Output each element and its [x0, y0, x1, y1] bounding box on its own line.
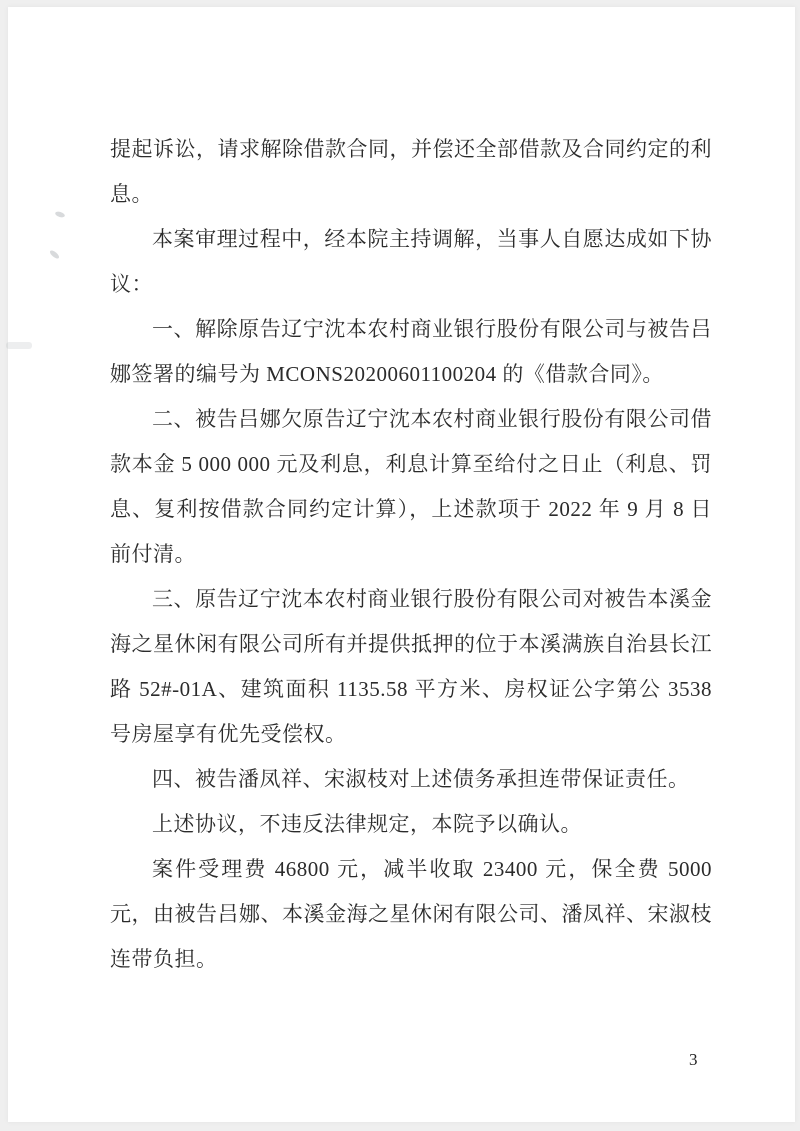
document-page [8, 7, 795, 1122]
paragraph-item-three: 三、原告辽宁沈本农村商业银行股份有限公司对被告本溪金海之星休闲有限公司所有并提供抵押的位于本溪满族自治县长江路 52#-01A、建筑面积 1135.58 平方米、房权证公字第公 3538 号房屋享有优先受偿权。 [110, 587, 712, 746]
paragraph-item-two: 二、被告吕娜欠原告辽宁沈本农村商业银行股份有限公司借款本金 5 000 000 元及利息，利息计算至给付之日止（利息、罚息、复利按借款合同约定计算），上述款项于 2022 年 9 月 8 日前付清。 [110, 407, 712, 566]
scan-artifact [54, 211, 65, 219]
scan-artifact [49, 249, 61, 260]
document-body [110, 127, 712, 982]
paragraph-item-one: 一、解除原告辽宁沈本农村商业银行股份有限公司与被告吕娜签署的编号为 MCONS20200601100204 的《借款合同》。 [110, 317, 712, 386]
paragraph-mediation-intro: 本案审理过程中，经本院主持调解，当事人自愿达成如下协议： [110, 227, 712, 296]
paragraph-continuation: 提起诉讼，请求解除借款合同，并偿还全部借款及合同约定的利息。 [110, 137, 712, 206]
scan-artifact [6, 342, 32, 349]
paragraph-confirmation: 上述协议，不违反法律规定，本院予以确认。 [152, 812, 582, 836]
paragraph-fees: 案件受理费 46800 元，减半收取 23400 元，保全费 5000 元，由被告吕娜、本溪金海之星休闲有限公司、潘凤祥、宋淑枝连带负担。 [110, 857, 712, 971]
paragraph-item-four: 四、被告潘凤祥、宋淑枝对上述债务承担连带保证责任。 [152, 767, 690, 791]
page-number: 3 [689, 1050, 698, 1069]
